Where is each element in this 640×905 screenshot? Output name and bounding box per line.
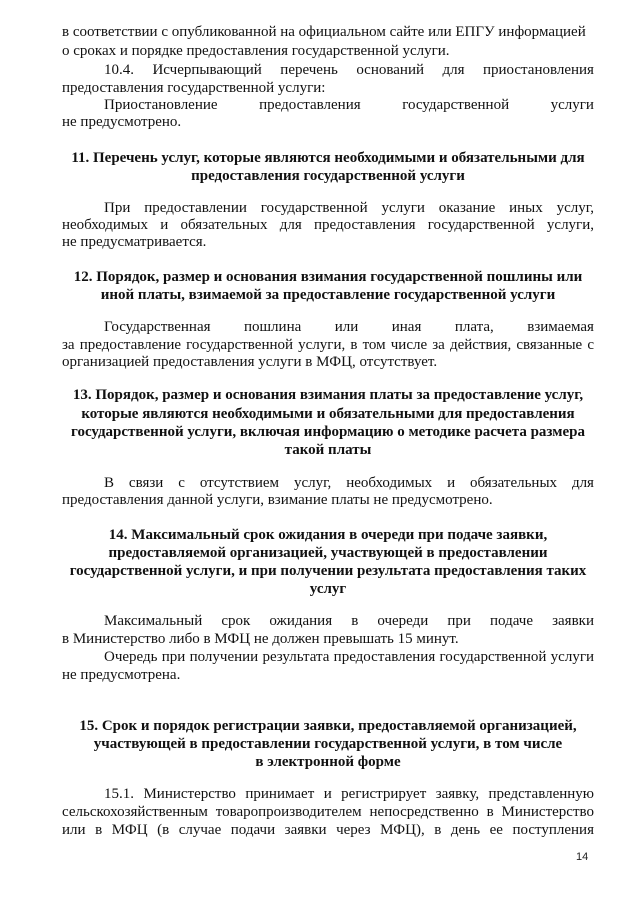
section-15-heading: в электронной форме	[255, 754, 401, 770]
word: пошлина	[243, 319, 302, 335]
text-line: сельскохозяйственным товаропроизводителем непосредственно в Министерство	[62, 804, 594, 820]
word: приостановления	[482, 62, 594, 78]
word: отсутствием	[199, 475, 280, 491]
section-14-heading: предоставляемой организацией, участвующей в предоставлении	[108, 545, 548, 561]
word: необходимых	[346, 475, 433, 491]
text-line	[62, 23, 594, 41]
text-line: не предусмотрена.	[62, 667, 181, 683]
section-14-heading: 14. Максимальный срок ожидания в очереди при подаче заявки,	[108, 527, 548, 543]
text-line: или в МФЦ (в случае подачи заявки через МФЦ), в день ее поступления	[62, 822, 594, 838]
word: Исчерпывающий	[152, 62, 262, 78]
word: взимаемая	[527, 319, 594, 335]
word: Приостановление	[104, 97, 218, 113]
text-line: не предусматривается.	[62, 234, 207, 250]
section-12-heading: иной платы, взимаемой за предоставление государственной услуги	[100, 287, 556, 303]
section-13-heading: 13. Порядок, размер и основания взимания платы за предоставление услуг,	[72, 387, 584, 403]
word: государственной	[402, 97, 510, 113]
section-12-line-1	[104, 318, 594, 336]
section-15-heading: 15. Срок и порядок регистрации заявки, предоставляемой организацией,	[79, 718, 577, 734]
word: заявки	[552, 613, 594, 629]
section-11-heading: предоставления государственной услуги	[191, 168, 465, 184]
section-14-heading: государственной услуги, и при получении результата предоставления таких	[69, 563, 587, 579]
section-11-heading: 11. Перечень услуг, которые являются необходимыми и обязательными для	[71, 150, 585, 166]
word: связи	[128, 475, 164, 491]
word: плата,	[454, 319, 494, 335]
section-13-line-1	[104, 474, 594, 492]
text-line: в Министерство либо в МФЦ не должен превышать 15 минут.	[62, 631, 459, 647]
word: Государственная	[104, 319, 211, 335]
text-line: необходимых и обязательных для предоставления государственной услуги,	[62, 217, 594, 233]
paragraph-10-4-line-1	[104, 61, 594, 79]
section-15-heading: участвующей в предоставлении государственной услуги, в том числе	[93, 736, 563, 752]
text-line: 15.1. Министерство принимает и регистрирует заявку, представленную	[104, 786, 594, 802]
word: и	[447, 475, 456, 491]
word: предоставления	[259, 97, 361, 113]
section-13-heading: государственной услуги, включая информацию о методике расчета размера	[71, 424, 585, 440]
text-line: организацией предоставления услуги в МФЦ, отсутствует.	[62, 354, 438, 370]
word: иная	[391, 319, 422, 335]
section-13-heading: такой платы	[284, 442, 372, 458]
word: для	[442, 62, 465, 78]
section-14-heading: услуг	[309, 581, 347, 597]
section-14-line-1	[104, 612, 594, 630]
word: при	[447, 613, 471, 629]
text-line: не предусмотрено.	[62, 114, 182, 130]
page-number: 14	[576, 851, 589, 863]
word: очереди	[377, 613, 429, 629]
text-line: Очередь при получении результата предоставления государственной услуги	[104, 649, 594, 665]
paragraph-10-4-line-3	[104, 96, 594, 114]
word: 10.4.	[104, 62, 134, 78]
word: в	[351, 613, 359, 629]
word: подаче	[490, 613, 534, 629]
text-segment: в соответствии с опубликованной на официальном сайте или ЕПГУ информацией	[62, 24, 586, 40]
word: услуги	[550, 97, 594, 113]
text-line: предоставления государственной услуги:	[62, 80, 326, 96]
word: услуг,	[293, 475, 332, 491]
text-line: о сроках и порядке предоставления государственной услуги.	[62, 43, 450, 59]
text-line: предоставления данной услуги, взимание платы не предусмотрено.	[62, 492, 493, 508]
word: ожидания	[269, 613, 333, 629]
word: или	[334, 319, 359, 335]
word: для	[571, 475, 594, 491]
word: Максимальный	[104, 613, 203, 629]
word: срок	[221, 613, 251, 629]
section-12-heading: 12. Порядок, размер и основания взимания государственной пошлины или	[73, 269, 583, 285]
word: обязательных	[470, 475, 558, 491]
text-line: При предоставлении государственной услуги оказание иных услуг,	[104, 200, 594, 216]
word: перечень	[280, 62, 338, 78]
word: с	[178, 475, 185, 491]
section-13-heading: которые являются необходимыми и обязательными для предоставления	[81, 406, 575, 422]
word: В	[104, 475, 115, 491]
word: оснований	[356, 62, 424, 78]
text-line: за предоставление государственной услуги, в том числе за действия, связанные с	[62, 337, 594, 353]
